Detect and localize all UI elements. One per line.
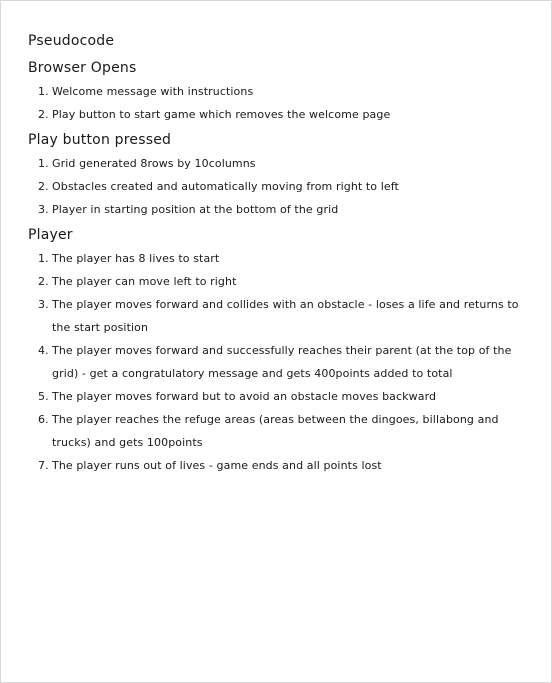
section-player bbox=[28, 225, 528, 477]
list-item: Grid generated 8rows by 10columns bbox=[52, 157, 256, 170]
list-item: The player can move left to right bbox=[52, 275, 237, 288]
list-item: Player in starting position at the bottom of the grid bbox=[52, 203, 339, 216]
list-item: Obstacles created and automatically moving from right to left bbox=[52, 180, 399, 193]
list-item: The player moves forward and successfully reaches their parent (at the top of the grid) - get a congratulatory message and gets 400points added to total bbox=[52, 344, 512, 380]
document-title: Pseudocode bbox=[28, 33, 115, 49]
document-content bbox=[28, 31, 528, 481]
numbered-list bbox=[28, 152, 528, 221]
list-item: The player has 8 lives to start bbox=[52, 252, 220, 265]
list-item: Play button to start game which removes the welcome page bbox=[52, 108, 391, 121]
list-item: The player moves forward but to avoid an obstacle moves backward bbox=[52, 390, 437, 403]
section-heading: Browser Opens bbox=[28, 60, 137, 76]
list-item: The player moves forward and collides with an obstacle - loses a life and returns to the start position bbox=[52, 298, 519, 334]
section-browser-opens bbox=[28, 58, 528, 126]
list-item: The player reaches the refuge areas (areas between the dingoes, billabong and trucks) and gets 100points bbox=[52, 413, 499, 449]
section-heading: Play button pressed bbox=[28, 132, 172, 148]
numbered-list bbox=[28, 247, 528, 477]
list-item: The player runs out of lives - game ends and all points lost bbox=[52, 459, 382, 472]
list-item: Welcome message with instructions bbox=[52, 85, 254, 98]
section-heading: Player bbox=[28, 227, 73, 243]
numbered-list bbox=[28, 80, 528, 126]
section-play-button-pressed bbox=[28, 130, 528, 221]
